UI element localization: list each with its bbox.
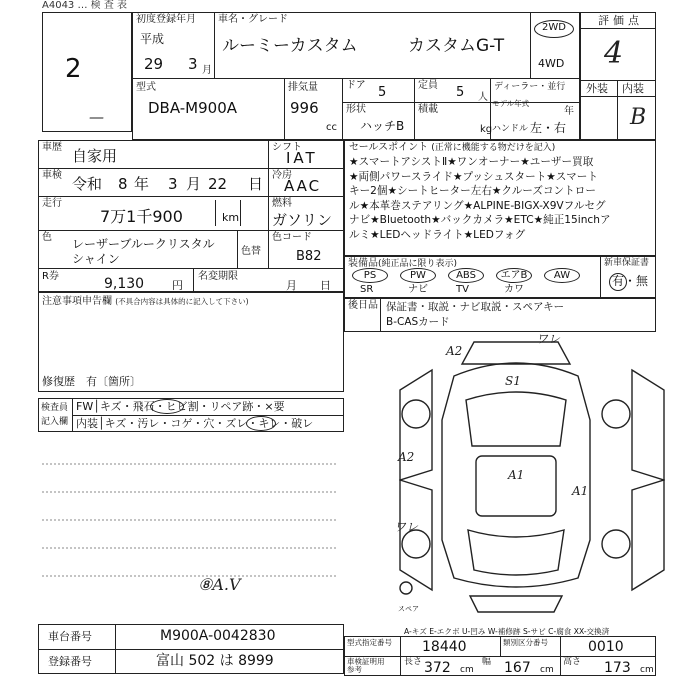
evaluation-score: 4: [604, 36, 624, 71]
displacement-unit: cc: [326, 122, 337, 133]
vehicle-grade: カスタムG-T: [408, 36, 505, 56]
drive-2wd: 2WD: [534, 20, 574, 38]
vehicle-name: ルーミーカスタム: [222, 36, 358, 56]
length-unit: cm: [460, 665, 474, 675]
registration-year: 29: [144, 55, 164, 73]
chassis-number: M900A-0042830: [160, 628, 276, 644]
after-install-label: 後日品: [348, 300, 378, 311]
height-unit: cm: [640, 665, 654, 675]
chassis-label: 車台番号: [48, 630, 92, 643]
spare-label: スペア: [398, 605, 419, 613]
model-year-unit: 年: [564, 106, 574, 117]
width-unit: cm: [540, 665, 554, 675]
fuel-label: 燃料: [272, 198, 292, 209]
vehicle-header: [132, 12, 580, 140]
cert-label: 車検証明用参考: [347, 657, 385, 674]
aircon-label: 冷房: [272, 170, 292, 181]
inspection-day-unit: 日: [248, 175, 264, 193]
sales-points-label: セールスポイント (正常に機能する物だけを記入): [349, 142, 556, 153]
shift-value: IAT: [286, 149, 318, 167]
inspection-month-unit: 月: [186, 175, 202, 193]
expiry-label: 名変期限: [198, 271, 238, 282]
inspection-label: 車検: [42, 170, 62, 181]
dealer-label: ディーラー・並行: [494, 82, 566, 92]
registration-month-unit: 月: [202, 65, 212, 76]
damage-mark: ワレ: [394, 520, 419, 534]
equipment-item-top: AW: [544, 268, 580, 283]
sales-point-line: キー2個★シートヒーター左右★クルーズコントロー: [349, 185, 596, 198]
handwritten-note: ⑧A.V: [198, 575, 241, 594]
color-change-label: 色替: [241, 246, 261, 257]
doors-value: 5: [378, 85, 387, 100]
lot-box: [42, 12, 132, 132]
length-label: 長さ: [404, 657, 423, 667]
displacement-label: 排気量: [288, 82, 318, 93]
registration-era: 平成: [140, 32, 165, 46]
color-value-1: レーザーブルークリスタル: [72, 237, 215, 251]
history-label: 車歴: [42, 142, 62, 153]
notes-area: [38, 432, 344, 602]
equipment-item-top: エアB: [496, 268, 532, 283]
model-value: DBA-M900A: [148, 99, 238, 117]
inspection-day: 22: [208, 175, 228, 193]
shift-label: シフト: [272, 142, 302, 153]
equipment-item-bottom: TV: [456, 284, 469, 295]
damage-mark: A1: [572, 484, 589, 498]
width-value: 167: [504, 660, 531, 676]
doors-label: ドア: [346, 80, 366, 91]
damage-mark: A2: [446, 344, 463, 358]
equipment-item-bottom: ナビ: [408, 284, 428, 295]
manual-circle: [609, 273, 627, 291]
plate-number: 富山 502 は 8999: [156, 653, 274, 669]
repair-label: 修復歴 有〔箇所〕: [42, 375, 141, 388]
mileage-unit: km: [222, 211, 240, 224]
mileage-label: 走行: [42, 198, 62, 209]
inspection-year: 8: [118, 175, 128, 193]
recycle-unit: 円: [172, 279, 183, 292]
class-label: 類別区分番号: [503, 638, 548, 647]
after-install-line1: 保証書・取説・ナビ取説・スペアキー: [386, 301, 565, 313]
equipment-item-bottom: SR: [360, 284, 374, 295]
exterior-label: 外装: [586, 82, 608, 95]
interior-grade: B: [630, 105, 647, 130]
equipment-item-bottom: カワ: [504, 284, 524, 295]
inspector-label-2: 記入欄: [41, 417, 69, 427]
capacity-unit: 人: [478, 92, 488, 103]
sales-point-line: ★両側パワースライド★プッシュスタート★スマート: [349, 170, 598, 183]
expiry-day-unit: 日: [320, 279, 331, 292]
sales-point-line: ルミ★LEDヘッドライト★LEDフォグ: [349, 229, 526, 241]
height-label: 高さ: [563, 657, 582, 667]
damage-mark: A2: [398, 450, 415, 464]
sales-point-line: ナビ★Bluetooth★バックカメラ★ETC★純正15inchア: [349, 214, 611, 227]
evaluation-label: 評価点: [598, 14, 643, 27]
inspection-year-unit: 年: [134, 175, 150, 193]
shape-value: ハッチB: [360, 119, 405, 133]
vehicle-name-label: 車名・グレード: [218, 14, 288, 25]
shape-label: 形状: [346, 104, 366, 115]
load-label: 積載: [418, 104, 438, 115]
equipment-item-top: PS: [352, 268, 388, 283]
aircon-value: AAC: [284, 177, 322, 195]
top-strip: A4043 … 検 査 表: [42, 0, 128, 11]
mileage-value: 7万1千900: [100, 207, 183, 226]
drive-4wd: 4WD: [538, 57, 565, 70]
plate-label: 登録番号: [48, 655, 92, 668]
inspection-era: 令和: [72, 175, 103, 193]
equipment-item-top: PW: [400, 268, 436, 283]
model-label: 型式: [136, 82, 156, 93]
history-value: 自家用: [72, 147, 118, 165]
lot-number: 2: [65, 54, 82, 84]
damage-legend: A-キズ E-エクボ U-凹み W-補修跡 S-サビ C-腐食 XX-交換済: [404, 627, 610, 636]
sales-point-line: ★スマートアシストⅡ★ワンオーナー★ユーザー買取: [349, 156, 594, 168]
equipment-label: 装備品(純正品に限り表示): [348, 258, 458, 269]
model-year-label: モデル年式: [492, 99, 530, 108]
length-value: 372: [424, 660, 451, 676]
manual-label: 新車保証書: [604, 258, 650, 268]
capacity-value: 5: [456, 85, 465, 100]
inspector-label-1: 検査員: [41, 403, 69, 413]
width-label: 幅: [482, 657, 492, 667]
color-label: 色: [42, 232, 52, 243]
sales-point-line: ル★本革巻ステアリング★ALPINE-BIGX-X9Vフルセグ: [349, 199, 606, 212]
type-label: 型式指定番号: [347, 638, 392, 647]
lot-mark: —: [89, 108, 104, 126]
fw-mark-circle: [150, 399, 184, 414]
damage-mark: ワレ: [536, 332, 561, 346]
load-unit: kg: [480, 124, 493, 135]
inspector-interior: 内装│キズ・汚レ・コゲ・穴・ズレ・キレ・破レ: [76, 417, 314, 430]
color-code: B82: [296, 249, 322, 264]
expiry-month-unit: 月: [286, 279, 297, 292]
capacity-label: 定員: [418, 80, 438, 91]
inspector-fw: FW│キズ・飛石・ヒビ割・リペア跡・×要: [76, 400, 285, 413]
inspection-month: 3: [168, 175, 178, 193]
fuel-value: ガソリン: [272, 211, 333, 229]
registration-label: 初度登録年月: [136, 14, 196, 25]
interior-label: 内装: [622, 82, 644, 95]
handle-label: ハンドル: [492, 124, 529, 134]
damage-mark: S1: [505, 374, 521, 388]
after-install-line2: B-CASカード: [386, 316, 450, 328]
displacement-value: 996: [290, 99, 319, 117]
notice-label: 注意事項申告欄 (不具合内容は具体的に記入して下さい): [42, 296, 249, 307]
car-diagram: [384, 330, 674, 620]
color-code-label: 色コード: [272, 232, 312, 243]
equipment-item-top: ABS: [448, 268, 484, 283]
interior-mark-circle: [246, 416, 276, 431]
type-value: 18440: [422, 639, 467, 655]
color-value-2: シャイン: [72, 252, 120, 266]
recycle-label: R券: [42, 271, 59, 282]
recycle-value: 9,130: [104, 276, 145, 292]
damage-mark: A1: [508, 468, 525, 482]
height-value: 173: [604, 660, 631, 676]
class-value: 0010: [588, 639, 624, 655]
registration-month: 3: [188, 55, 198, 73]
handle-value: 左・右: [530, 121, 567, 135]
manual-value: 有・無: [612, 274, 649, 288]
